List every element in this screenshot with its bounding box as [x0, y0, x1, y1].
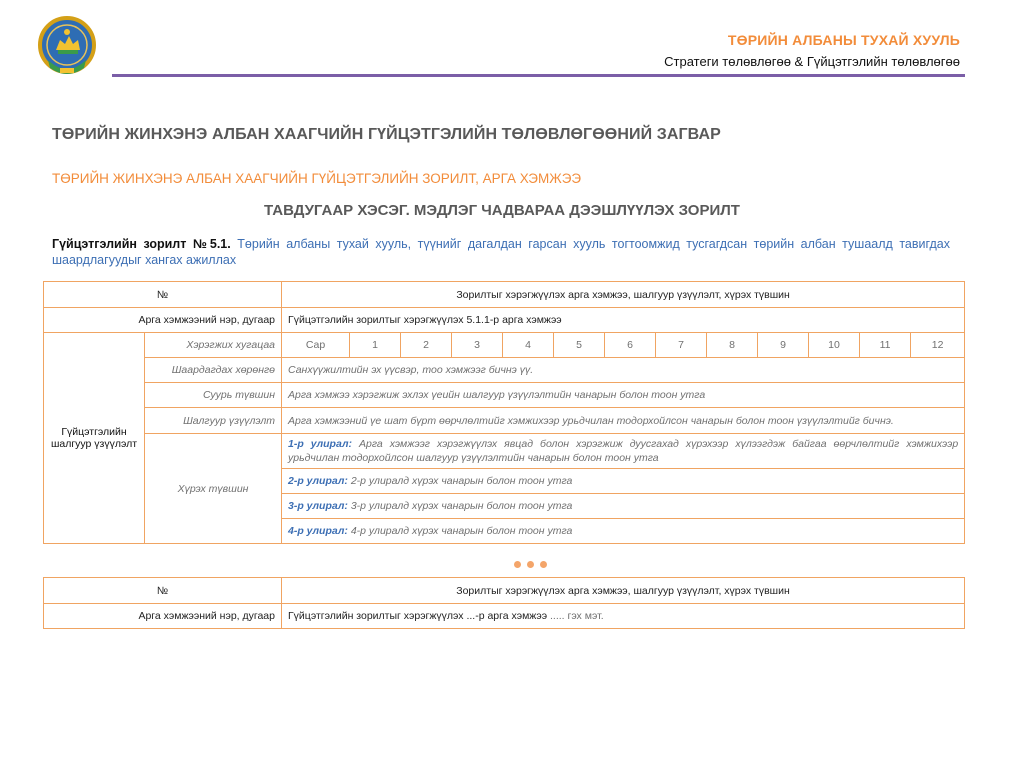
ellipsis-dots-icon — [510, 561, 550, 569]
table-header-row — [44, 282, 965, 308]
measure-value: Гүйцэтгэлийн зорилтыг хэрэгжүүлэх 5.1.1-р арга хэмжээ — [282, 308, 965, 333]
measure-row — [44, 604, 965, 629]
header-subtitle: Стратеги төлөвлөгөө & Гүйцэтгэлийн төлөвлөгөө — [664, 54, 960, 69]
month-cell: 8 — [707, 333, 758, 358]
level-name: 3-р улирал: — [288, 500, 348, 512]
level-item — [282, 494, 965, 519]
header-title: ТӨРИЙН АЛБАНЫ ТУХАЙ ХУУЛЬ — [727, 32, 960, 48]
period-label: Хэрэгжих хугацаа — [145, 333, 282, 358]
page-subtitle: ТӨРИЙН ЖИНХЭНЭ АЛБАН ХААГЧИЙН ГҮЙЦЭТГЭЛИЙН ЗОРИЛТ, АРГА ХЭМЖЭЭ — [52, 171, 582, 186]
period-row — [44, 333, 965, 358]
dot-icon — [540, 561, 547, 568]
month-cell: 11 — [860, 333, 911, 358]
criteria-label: Гүйцэтгэлийн шалгуур үзүүлэлт — [44, 333, 145, 544]
page-title: ТӨРИЙН ЖИНХЭНЭ АЛБАН ХААГЧИЙН ГҮЙЦЭТГЭЛИЙН ТӨЛӨВЛӨГӨӨНИЙ ЗАГВАР — [52, 126, 721, 143]
measure-label: Арга хэмжээний нэр, дугаар — [44, 604, 282, 629]
month-cell: 1 — [350, 333, 401, 358]
month-cell: 3 — [452, 333, 503, 358]
quarter-label: Сар — [282, 333, 350, 358]
month-cell: 10 — [809, 333, 860, 358]
level-text: 4-р улиралд хүрэх чанарын болон тоон утга — [350, 525, 573, 537]
no-header: № — [44, 578, 282, 604]
month-cell: 7 — [656, 333, 707, 358]
resource-row — [44, 358, 965, 383]
no-header: № — [44, 282, 282, 308]
measure-row — [44, 308, 965, 333]
level-name: 1-р улирал: — [288, 438, 352, 450]
header-divider — [112, 74, 965, 77]
level-name: 4-р улирал: — [288, 525, 348, 537]
measure-header: Зорилтыг хэрэгжүүлэх арга хэмжээ, шалгуур үзүүлэлт, хүрэх түвшин — [282, 578, 965, 604]
month-cell: 2 — [401, 333, 452, 358]
baseline-value: Арга хэмжээ хэрэгжиж эхлэх үеийн шалгуур үзүүлэлтийн чанарын болон тоон утга — [282, 383, 965, 408]
level-text: 3-р улиралд хүрэх чанарын болон тоон утга — [350, 500, 573, 512]
indicator-value: Арга хэмжээний үе шат бүрт өөрчлөлтийг хэмжихээр урьдчилан тодорхойлсон чанарын болон тоон үзүүлэлтийг бичнэ. — [282, 408, 965, 434]
resource-label: Шаардагдах хөрөнгө — [145, 358, 282, 383]
month-cell: 4 — [503, 333, 554, 358]
month-cell: 6 — [605, 333, 656, 358]
level-text: 2-р улиралд хүрэх чанарын болон тоон утга — [350, 475, 573, 487]
measure-label: Арга хэмжээний нэр, дугаар — [44, 308, 282, 333]
level-item — [282, 469, 965, 494]
baseline-row — [44, 383, 965, 408]
month-cell: 12 — [911, 333, 965, 358]
month-cell: 5 — [554, 333, 605, 358]
dot-icon — [514, 561, 521, 568]
goal-text: Төрийн албаны тухай хууль, түүнийг дагалдан гарсан хууль тогтоомжид тусгагдсан төрийн албан тушаалд тавигдах шаардлагуудыг хангах ажиллах — [52, 237, 950, 267]
indicator-row — [44, 408, 965, 434]
target-label: Хүрэх түвшин — [145, 434, 282, 544]
table-header-row — [44, 578, 965, 604]
level-item — [282, 519, 965, 544]
state-emblem-icon — [38, 16, 96, 78]
level-item — [282, 434, 965, 469]
measure-value: Гүйцэтгэлийн зорилтыг хэрэгжүүлэх ...-р арга хэмжээ — [288, 610, 548, 622]
level-name: 2-р улирал: — [288, 475, 348, 487]
baseline-label: Суурь түвшин — [145, 383, 282, 408]
month-cell: 9 — [758, 333, 809, 358]
level-text: Арга хэмжээг хэрэгжүүлэх явцад болон хэрэгжиж дуусгахад хүрэхээр хүлээгдэж байгаа өөрчлөлтийг хэмжихээр урьдчилан тодорхойлсон шалгуур үзүүлэлтийн чанарын болон тоон утга — [288, 438, 959, 464]
measure-value-cell — [282, 604, 965, 629]
dot-icon — [527, 561, 534, 568]
plan-table-continued — [43, 577, 965, 629]
indicator-label: Шалгуур үзүүлэлт — [145, 408, 282, 434]
goal-label: Гүйцэтгэлийн зорилт №5.1. — [52, 237, 231, 251]
plan-table — [43, 281, 965, 544]
measure-header: Зорилтыг хэрэгжүүлэх арга хэмжээ, шалгуур үзүүлэлт, хүрэх түвшин — [282, 282, 965, 308]
target-row — [44, 434, 965, 469]
measure-suffix: ..... гэх мэт. — [549, 610, 604, 622]
goal-paragraph — [52, 236, 950, 268]
section-title: ТАВДУГААР ХЭСЭГ. МЭДЛЭГ ЧАДВАРАА ДЭЭШЛҮҮЛЭХ ЗОРИЛТ — [264, 202, 740, 219]
resource-value: Санхүүжилтийн эх үүсвэр, тоо хэмжээг бичнэ үү. — [282, 358, 965, 383]
